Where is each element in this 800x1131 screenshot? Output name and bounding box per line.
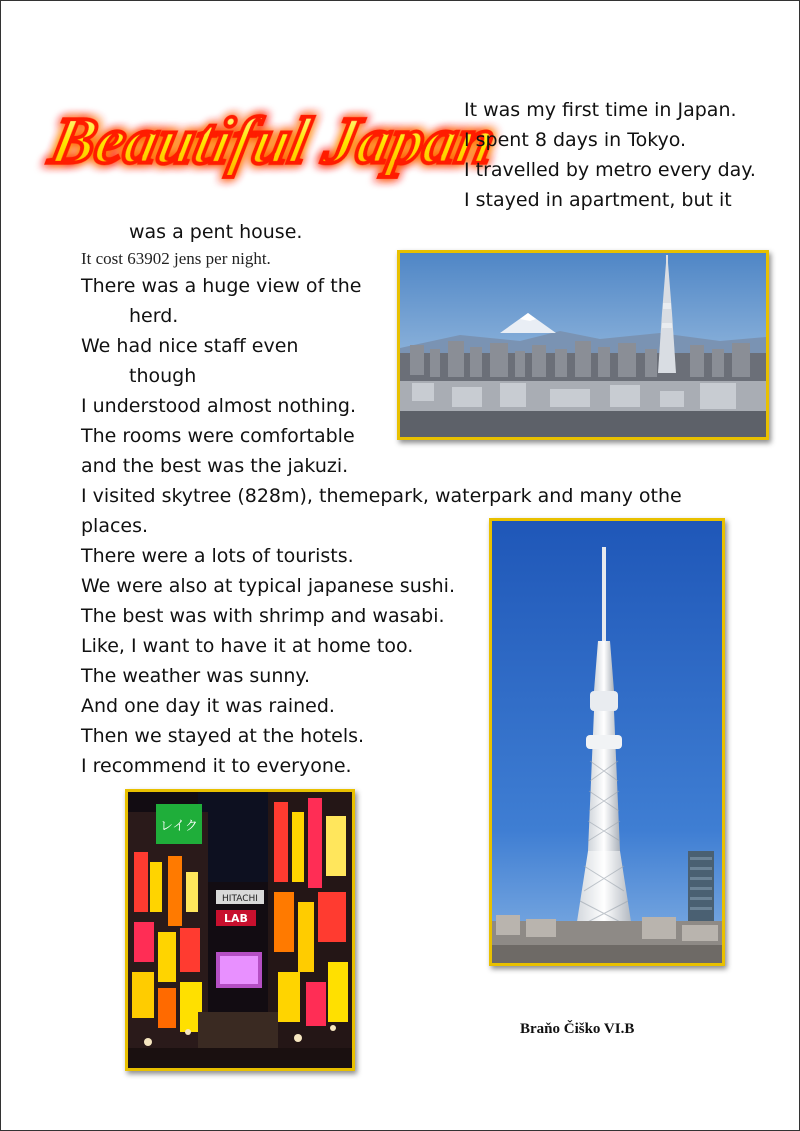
text-line: I visited skytree (828m), themepark, waterpark and many othe xyxy=(81,485,682,507)
text-line: And one day it was rained. xyxy=(81,695,335,717)
skyline-photo xyxy=(397,250,769,440)
text-line: The weather was sunny. xyxy=(81,665,311,687)
text-line: was a pent house. xyxy=(129,221,303,243)
intro-line: It was my first time in Japan. xyxy=(464,99,737,121)
text-line: Then we stayed at the hotels. xyxy=(81,725,365,747)
intro-line: I spent 8 days in Tokyo. xyxy=(464,129,687,151)
title-logo xyxy=(44,85,502,203)
text-line: I understood almost nothing. xyxy=(81,395,357,417)
text-line: The rooms were comfortable xyxy=(81,425,355,447)
tokyo-skyline-icon xyxy=(400,253,766,437)
title-logo-text: Beautiful Japan xyxy=(44,105,502,178)
cost-line: It cost 63902 jens per night. xyxy=(81,249,271,268)
text-line: There was a huge view of the xyxy=(81,275,362,297)
sign-text: HITACHI xyxy=(222,894,258,904)
text-line: places. xyxy=(81,515,149,537)
text-line: and the best was the jakuzi. xyxy=(81,455,349,477)
author-signature: Braňo Čiško VI.B xyxy=(520,1021,635,1037)
text-line: though xyxy=(129,365,197,387)
neon-street-icon xyxy=(128,792,352,1068)
text-line: We had nice staff even xyxy=(81,335,299,357)
text-line: The best was with shrimp and wasabi. xyxy=(81,605,445,627)
sign-text: LAB xyxy=(224,912,248,925)
intro-line: I stayed in apartment, but it xyxy=(464,189,732,211)
text-line: Like, I want to have it at home too. xyxy=(81,635,414,657)
text-line: herd. xyxy=(129,305,179,327)
text-line: We were also at typical japanese sushi. xyxy=(81,575,455,597)
street-photo xyxy=(125,789,355,1071)
skytree-photo xyxy=(489,518,725,966)
text-line: There were a lots of tourists. xyxy=(81,545,354,567)
sign-text: レイク xyxy=(159,819,199,834)
skytree-icon xyxy=(492,521,722,963)
text-line: I recommend it to everyone. xyxy=(81,755,352,777)
intro-line: I travelled by metro every day. xyxy=(464,159,756,181)
